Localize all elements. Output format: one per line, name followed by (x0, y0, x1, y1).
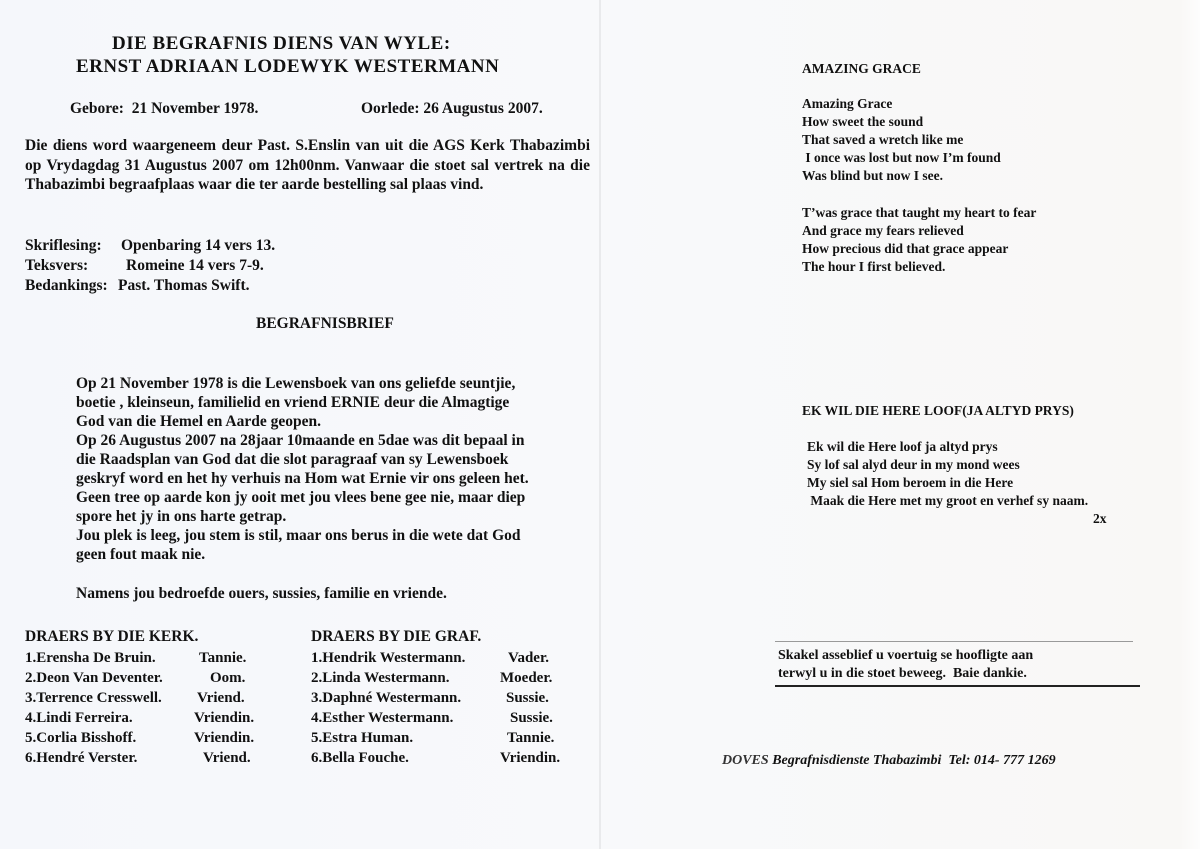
bearer-relation: Vader. (508, 650, 549, 666)
bearer-relation: Oom. (210, 670, 246, 686)
thanks-value: Past. Thomas Swift. (118, 277, 250, 294)
bearer-relation: Moeder. (500, 670, 553, 686)
bearer-name: 5.Corlia Bisshoff. (25, 730, 137, 746)
bearer-name: 1.Hendrik Westermann. (311, 650, 466, 666)
letter-line: God van die Hemel en Aarde geopen. (76, 413, 321, 430)
grave-bearers-heading: DRAERS BY DIE GRAF. (311, 628, 482, 645)
hymn1-title: AMAZING GRACE (802, 61, 921, 76)
hymn1-line: Was blind but now I see. (802, 168, 944, 183)
center-fold (599, 0, 601, 849)
death-date: Oorlede: 26 Augustus 2007. (361, 100, 543, 117)
notice-bottom-rule (775, 685, 1140, 687)
bearer-name: 2.Linda Westermann. (311, 670, 450, 686)
funeral-home-brand: DOVES (722, 753, 769, 768)
hymn1-line: How precious did that grace appear (802, 241, 1009, 256)
church-bearers-heading: DRAERS BY DIE KERK. (25, 628, 199, 645)
notice-top-rule (775, 641, 1133, 642)
letter-heading: BEGRAFNISBRIEF (256, 315, 394, 332)
reading-label: Skriflesing: (25, 237, 102, 254)
bearer-relation: Vriend. (203, 750, 251, 766)
bearer-name: 4.Lindi Ferreira. (25, 710, 133, 726)
birth-date: Gebore: 21 November 1978. (70, 100, 259, 117)
bearer-name: 3.Terrence Cresswell. (25, 690, 162, 706)
hymn2-title: EK WIL DIE HERE LOOF(JA ALTYD PRYS) (802, 403, 1074, 418)
hymn1-line: The hour I first believed. (802, 259, 946, 274)
letter-line: boetie , kleinseun, familielid en vriend ERNIE deur die Almagtige (76, 394, 510, 411)
bearer-name: 1.Erensha De Bruin. (25, 650, 156, 666)
bearer-relation: Sussie. (506, 690, 549, 706)
letter-line: Jou plek is leeg, jou stem is stil, maar ons berus in die wete dat God (76, 527, 521, 544)
hymn1-line: I once was lost but now I’m found (802, 150, 1001, 165)
funeral-home-contact: Begrafnisdienste Thabazimbi Tel: 014- 777 1269 (768, 753, 1056, 768)
bearer-name: 6.Hendré Verster. (25, 750, 138, 766)
hymn2-line: My siel sal Hom beroem in die Here (807, 475, 1014, 490)
text-verse-value: Romeine 14 vers 7-9. (126, 257, 264, 274)
hymn1-line: How sweet the sound (802, 114, 924, 129)
thanks-label: Bedankings: (25, 277, 108, 294)
bearer-relation: Sussie. (510, 710, 553, 726)
service-paragraph: Die diens word waargeneem deur Past. S.Enslin van uit die AGS Kerk Thabazimbi op Vrydagdag 31 Augustus 2007 om 12h00nm. Vanwaar die stoet sal vertrek na die Thabazimbi begraafplaas waar die ter aarde bestelling sal plaas vind. (25, 137, 590, 193)
hymn1-line: Amazing Grace (802, 96, 893, 111)
hymn2-line: Ek wil die Here loof ja altyd prys (807, 439, 998, 454)
hymn2-line: Sy lof sal alyd deur in my mond wees (807, 457, 1020, 472)
title-line-1: DIE BEGRAFNIS DIENS VAN WYLE: (112, 33, 451, 54)
letter-line: spore het jy in ons harte getrap. (76, 508, 287, 525)
notice-line: Skakel asseblief u voertuig se hoofligte aan (778, 648, 1034, 663)
hymn1-line: That saved a wretch like me (802, 132, 964, 147)
bearer-relation: Vriendin. (194, 730, 255, 746)
bearer-name: 3.Daphné Westermann. (311, 690, 462, 706)
bearer-relation: Vriendin. (194, 710, 255, 726)
letter-line: die Raadsplan van God dat die slot paragraaf van sy Lewensboek (76, 451, 509, 468)
letter-line: geen fout maak nie. (76, 546, 206, 563)
letter-line: geskryf word en het hy verhuis na Hom wat Ernie vir ons geleen het. (76, 470, 529, 487)
paper-edge (1180, 0, 1200, 849)
bearer-relation: Tannie. (507, 730, 555, 746)
hymn2-line: Maak die Here met my groot en verhef sy naam. (807, 493, 1089, 508)
bearer-relation: Vriend. (197, 690, 245, 706)
funeral-home-footer (722, 753, 1056, 769)
bearer-name: 4.Esther Westermann. (311, 710, 454, 726)
bearer-name: 6.Bella Fouche. (311, 750, 409, 766)
hymn1-line: And grace my fears relieved (802, 223, 964, 238)
letter-line: Op 26 Augustus 2007 na 28jaar 10maande en 5dae was dit bepaal in (76, 432, 525, 449)
hymn2-repeat: 2x (1093, 511, 1107, 526)
bearer-relation: Tannie. (199, 650, 247, 666)
letter-line: Op 21 November 1978 is die Lewensboek van ons geliefde seuntjie, (76, 375, 516, 392)
bearer-relation: Vriendin. (500, 750, 561, 766)
bearer-name: 5.Estra Human. (311, 730, 414, 746)
notice-line: terwyl u in die stoet beweeg. Baie dankie. (778, 666, 1027, 681)
letter-line: Geen tree op aarde kon jy ooit met jou vlees bene gee nie, maar diep (76, 489, 526, 506)
letter-signoff: Namens jou bedroefde ouers, sussies, familie en vriende. (76, 585, 447, 602)
hymn1-line: T’was grace that taught my heart to fear (802, 205, 1037, 220)
text-verse-label: Teksvers: (25, 257, 89, 274)
title-line-2: ERNST ADRIAAN LODEWYK WESTERMANN (76, 56, 500, 77)
reading-value: Openbaring 14 vers 13. (121, 237, 276, 254)
bearer-name: 2.Deon Van Deventer. (25, 670, 163, 686)
